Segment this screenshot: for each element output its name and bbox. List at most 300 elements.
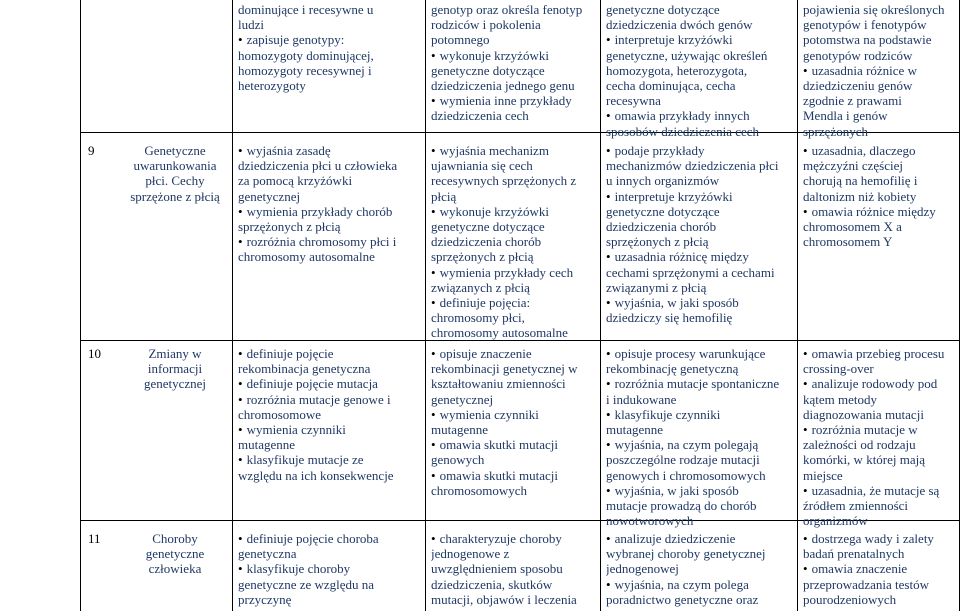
requirement-label: opisuje znaczenie (439, 346, 532, 361)
requirement-label: cecha dominująca, cecha (606, 78, 736, 94)
requirement-text (431, 577, 599, 592)
requirement-text (431, 361, 599, 376)
requirement-label: związanych z płcią (431, 279, 530, 295)
requirement-item (606, 407, 796, 422)
requirement-label: genetyczne dotyczące (606, 203, 720, 219)
requirement-item (238, 422, 423, 437)
requirement-label: genetyczna (238, 546, 297, 562)
requirement-label: rozróżnia mutacje spontaniczne (614, 376, 780, 392)
requirement-text (431, 376, 599, 391)
requirement-label: wyjaśnia zasadę (246, 143, 331, 158)
requirement-text (606, 265, 796, 280)
requirement-item (803, 531, 958, 546)
requirement-label: jednogenowe z (431, 546, 510, 562)
requirement-label: kątem metody (803, 391, 878, 407)
requirement-text (238, 158, 423, 173)
requirement-item (431, 93, 599, 108)
requirement-text (431, 561, 599, 576)
requirement-text (431, 280, 599, 295)
requirement-text (803, 48, 958, 63)
requirement-item (606, 249, 796, 264)
requirement-text (803, 392, 958, 407)
topic-line: Genetyczne (144, 143, 206, 158)
row2-col1 (238, 346, 423, 483)
requirement-label: dziedziczy się hemofilię (606, 310, 733, 326)
requirement-text (238, 17, 423, 32)
requirement-label: diagnozowania mutacji (803, 406, 924, 422)
topic-line: Choroby (152, 531, 198, 546)
requirement-text (803, 17, 958, 32)
requirement-item (803, 376, 958, 391)
requirement-label: definiuje pojęcia: (439, 295, 531, 311)
requirement-text (238, 63, 423, 78)
requirement-text (238, 189, 423, 204)
requirement-label: rozróżnia chromosomy płci i (246, 234, 397, 250)
requirement-label: chromosomem Y (803, 234, 893, 250)
requirement-text (803, 2, 958, 17)
requirement-label: zgodnie z prawami (803, 93, 902, 109)
requirement-text (606, 310, 796, 325)
requirement-label: wymienia inne przykłady (439, 93, 572, 109)
requirement-label: genotypów i fenotypów (803, 17, 927, 33)
requirement-text (431, 173, 599, 188)
topic-cell (120, 143, 230, 204)
requirement-text (238, 546, 423, 561)
requirement-label: związanymi z płcią (606, 279, 707, 295)
requirement-label: homozygoty dominującej, (238, 47, 374, 63)
requirement-label: definiuje pojęcie mutacja (246, 376, 378, 392)
requirement-text (803, 437, 958, 452)
requirement-label: i indukowane (606, 391, 677, 407)
requirement-label: analizuje dziedziczenie (614, 531, 736, 546)
requirement-label: genowych (431, 452, 485, 468)
requirement-label: chromosomowych (431, 482, 528, 498)
requirement-label: wybranej choroby genetycznej (606, 546, 766, 562)
requirement-text (431, 325, 599, 340)
requirement-text (606, 234, 796, 249)
requirement-text (606, 48, 796, 63)
requirement-label: uzasadnia, dlaczego (811, 143, 916, 158)
requirement-label: klasyfikuje mutacje ze (246, 452, 364, 468)
requirement-label: chromosomy autosomalne (238, 249, 375, 265)
requirement-text (431, 310, 599, 325)
requirement-label: mutagenne (431, 422, 489, 438)
requirement-text (803, 592, 958, 607)
requirement-text (606, 498, 796, 513)
requirement-label: jednogenowej (606, 561, 679, 577)
requirement-label: wyjaśnia, na czym polegają (614, 437, 759, 453)
requirement-label: interpretuje krzyżówki (614, 188, 733, 204)
requirement-label: omawia skutki mutacji (439, 437, 558, 453)
requirement-item (238, 392, 423, 407)
row1-col3 (606, 143, 796, 325)
requirement-label: daltonizm niż kobiety (803, 188, 917, 204)
requirement-label: dostrzega wady i zalety (811, 531, 934, 546)
requirement-text (606, 592, 796, 607)
requirement-label: genotyp oraz określa fenotyp (431, 2, 583, 17)
requirement-text (606, 158, 796, 173)
requirement-label: za pomocą krzyżówki (238, 173, 353, 189)
requirement-label: omawia przebieg procesu (811, 346, 945, 361)
row2-col2 (431, 346, 599, 498)
requirement-label: dziedziczeniu genów (803, 78, 913, 94)
requirement-label: sposobów dziedziczenia cech (606, 123, 760, 139)
topic-line: uwarunkowania (133, 158, 217, 174)
row-number: 10 (88, 346, 101, 361)
requirement-label: omawia skutki mutacji (439, 467, 558, 483)
requirement-label: charakteryzuje choroby (439, 531, 562, 546)
requirement-text (431, 158, 599, 173)
requirement-label: u innych organizmów (606, 173, 720, 189)
requirement-item (606, 483, 796, 498)
requirement-label: omawia różnice między (811, 203, 936, 219)
requirement-label: omawia przykłady innych (614, 108, 750, 124)
requirement-label: zapisuje genotypy: (246, 32, 345, 48)
requirement-label: definiuje pojęcie choroba (246, 531, 379, 546)
requirement-text (238, 407, 423, 422)
requirement-text (606, 546, 796, 561)
requirement-item (606, 108, 796, 123)
requirement-text (803, 124, 958, 139)
requirement-label: płcią (431, 188, 457, 204)
requirement-label: dziedziczenia chorób (431, 234, 542, 250)
requirement-text (803, 498, 958, 513)
requirement-label: genetyczne dotyczące (606, 2, 720, 17)
requirement-text (606, 219, 796, 234)
requirement-label: analizuje rodowody pod (811, 376, 938, 392)
row3-col1 (238, 531, 423, 607)
requirement-text (238, 361, 423, 376)
requirement-item (431, 468, 599, 483)
requirement-label: rekombinacja genetyczna (238, 361, 371, 377)
requirement-text (606, 2, 796, 17)
requirement-label: sprzężonych (803, 123, 868, 139)
topic-line: płci. Cechy (145, 173, 205, 189)
requirement-label: recesywna (606, 93, 661, 109)
row0-col4 (803, 2, 958, 139)
requirement-text (606, 204, 796, 219)
requirement-label: mutacje prowadzą do chorób (606, 498, 757, 514)
requirement-label: homozygota, heterozygota, (606, 62, 748, 78)
requirement-label: poszczególne rodzaje mutacji (606, 452, 760, 468)
requirement-label: dziedziczenia płci u człowieka (238, 158, 398, 174)
row0-col3 (606, 2, 796, 139)
requirement-text (238, 2, 423, 17)
requirement-label: genetyczne dotyczące (431, 62, 545, 78)
requirement-text (803, 158, 958, 173)
requirement-label: chromosomowe (238, 406, 322, 422)
requirement-item (431, 531, 599, 546)
requirement-item (606, 437, 796, 452)
requirement-label: badań prenatalnych (803, 546, 905, 562)
requirement-label: mężczyźni częściej (803, 158, 903, 174)
requirement-text (431, 592, 599, 607)
requirement-label: mutagenne (606, 422, 664, 438)
requirement-text (606, 124, 796, 139)
topic-line: Zmiany w (148, 346, 202, 361)
requirement-text (431, 483, 599, 498)
requirement-label: definiuje pojęcie (246, 346, 334, 361)
requirement-item (803, 483, 958, 498)
requirement-text (238, 577, 423, 592)
requirement-item (606, 32, 796, 47)
requirement-item (238, 531, 423, 546)
requirement-label: przeprowadzania testów (803, 576, 929, 592)
requirement-label: względu na ich konsekwencje (238, 467, 394, 483)
requirement-text (238, 78, 423, 93)
requirement-text (606, 93, 796, 108)
requirement-label: potomnego (431, 32, 490, 48)
requirement-text (606, 78, 796, 93)
requirement-text (431, 219, 599, 234)
requirement-item (431, 295, 599, 310)
requirement-text (606, 392, 796, 407)
requirement-label: heterozygoty (238, 78, 306, 94)
topic-cell (120, 346, 230, 392)
requirement-label: rozróżnia mutacje w (811, 422, 918, 438)
requirement-label: miejsce (803, 467, 843, 483)
requirement-label: genetyczne dotyczące (431, 219, 545, 235)
requirement-label: uwzględnieniem sposobu (431, 561, 563, 577)
topic-line: człowieka (148, 561, 202, 577)
requirement-item (431, 48, 599, 63)
topic-line: genetyczne (145, 546, 205, 562)
requirement-text (803, 78, 958, 93)
row0-col1 (238, 2, 423, 93)
requirement-text (606, 422, 796, 437)
requirement-text (803, 468, 958, 483)
requirement-label: rozróżnia mutacje genowe i (246, 391, 391, 407)
requirement-label: genetycznej (431, 391, 494, 407)
row-number: 11 (88, 531, 101, 546)
requirement-label: chromosomem X a (803, 219, 902, 235)
requirement-label: kształtowaniu zmienności (431, 376, 566, 392)
requirement-text (431, 452, 599, 467)
requirement-label: chromosomy płci, (431, 310, 525, 326)
requirement-label: mutagenne (238, 437, 296, 453)
requirement-item (606, 189, 796, 204)
requirement-item (238, 143, 423, 158)
requirement-label: cechami sprzężonymi a cechami (606, 264, 775, 280)
requirement-label: homozygoty recesywnej i (238, 62, 372, 78)
requirement-text (606, 280, 796, 295)
requirement-label: ludzi (238, 17, 264, 33)
requirement-item (238, 452, 423, 467)
requirement-text (431, 17, 599, 32)
requirement-text (803, 219, 958, 234)
requirement-label: ujawniania się cech (431, 158, 533, 174)
requirement-text (606, 468, 796, 483)
requirement-label: sprzężonych z płcią (238, 219, 341, 235)
requirement-label: klasyfikuje choroby (246, 561, 351, 577)
requirement-item (803, 561, 958, 576)
requirement-text (803, 513, 958, 528)
topic-line: informacji (147, 361, 203, 377)
requirement-text (606, 361, 796, 376)
requirement-item (606, 531, 796, 546)
requirement-label: genowych i chromosomowych (606, 467, 766, 483)
requirement-label: genetyczne ze względu na (238, 576, 375, 592)
requirement-label: recesywnych sprzężonych z (431, 173, 577, 189)
requirement-item (803, 346, 958, 361)
requirement-text (431, 234, 599, 249)
requirement-text (431, 546, 599, 561)
requirement-item (238, 32, 423, 47)
requirement-item (238, 346, 423, 361)
requirement-label: organizmów (803, 513, 868, 529)
requirement-text (803, 546, 958, 561)
requirement-label: nowotworowych (606, 513, 694, 529)
requirement-text (238, 249, 423, 264)
row1-col1 (238, 143, 423, 265)
requirement-item (606, 143, 796, 158)
row-number: 9 (88, 143, 95, 158)
row2-col3 (606, 346, 796, 528)
requirement-text (803, 189, 958, 204)
requirement-text (803, 361, 958, 376)
requirement-text (238, 219, 423, 234)
requirement-text (431, 63, 599, 78)
requirement-label: wyjaśnia, na czym polega (614, 576, 749, 592)
requirement-label: omawia znaczenie (811, 561, 908, 577)
requirement-label: uzasadnia różnice w (811, 62, 917, 78)
requirement-text (431, 78, 599, 93)
requirement-item (606, 346, 796, 361)
row2-col4 (803, 346, 958, 528)
requirement-text (431, 2, 599, 17)
requirement-label: dziedziczenia cech (431, 108, 529, 124)
requirement-label: rekombinację genetyczną (606, 361, 739, 377)
requirement-text (431, 249, 599, 264)
requirement-label: uzasadnia, że mutacje są (811, 482, 940, 498)
requirement-text (431, 189, 599, 204)
requirement-label: sprzężonych z płcią (606, 234, 709, 250)
requirement-label: wymienia czynniki (439, 406, 539, 422)
requirement-label: chorują na hemofilię i (803, 173, 918, 189)
row3-col4 (803, 531, 958, 607)
topic-cell (120, 531, 230, 577)
requirement-item (238, 234, 423, 249)
row3-col2 (431, 531, 599, 607)
requirement-item (803, 63, 958, 78)
requirement-label: chromosomy autosomalne (431, 325, 568, 341)
requirement-label: mechanizmów dziedziczenia płci (606, 158, 779, 174)
requirement-label: wyjaśnia, w jaki sposób (614, 482, 739, 498)
row1-col4 (803, 143, 958, 249)
requirement-label: dominujące i recesywne u (238, 2, 374, 17)
topic-line: genetycznej (143, 376, 207, 392)
requirement-item (238, 561, 423, 576)
requirement-label: genotypów rodziców (803, 47, 913, 63)
requirement-label: potomstwa na podstawie (803, 32, 932, 48)
requirement-label: dziedziczenia chorób (606, 219, 717, 235)
requirement-item (606, 295, 796, 310)
requirement-label: wymienia czynniki (246, 422, 346, 438)
requirement-text (803, 407, 958, 422)
requirement-label: pojawienia się określonych (803, 2, 945, 17)
requirement-label: rodziców i pokolenia (431, 17, 541, 33)
requirement-text (606, 173, 796, 188)
requirement-label: wyjaśnia mechanizm (439, 143, 549, 158)
requirement-label: komórki, w której mają (803, 452, 926, 468)
requirement-label: zależności od rodzaju (803, 437, 916, 453)
requirement-text (606, 452, 796, 467)
row3-col3 (606, 531, 796, 607)
requirement-item (431, 346, 599, 361)
requirement-text (238, 592, 423, 607)
requirement-text (238, 173, 423, 188)
requirement-text (803, 577, 958, 592)
requirement-text (606, 63, 796, 78)
requirement-item (431, 437, 599, 452)
row0-col2 (431, 2, 599, 124)
requirement-text (803, 173, 958, 188)
requirement-item (606, 577, 796, 592)
requirement-label: opisuje procesy warunkujące (614, 346, 766, 361)
requirement-text (606, 513, 796, 528)
requirement-item (238, 204, 423, 219)
requirement-label: sprzężonych z płcią (431, 249, 534, 265)
requirement-label: genetycznej (238, 188, 301, 204)
requirement-item (431, 407, 599, 422)
requirement-label: crossing-over (803, 361, 874, 377)
requirement-label: wykonuje krzyżówki (439, 47, 549, 63)
requirement-label: Mendla i genów (803, 108, 888, 124)
requirement-label: podaje przykłady (614, 143, 705, 158)
requirement-item (803, 204, 958, 219)
requirement-text (803, 32, 958, 47)
requirement-text (431, 108, 599, 123)
requirement-text (238, 48, 423, 63)
requirement-label: dziedziczenia dwóch genów (606, 17, 753, 33)
requirement-text (803, 452, 958, 467)
requirement-item (431, 143, 599, 158)
requirement-label: uzasadnia różnicę między (614, 249, 749, 265)
requirement-label: dziedziczenia jednego genu (431, 78, 575, 94)
requirement-text (803, 234, 958, 249)
requirement-item (606, 376, 796, 391)
row1-col2 (431, 143, 599, 341)
topic-line: sprzężone z płcią (130, 188, 220, 204)
requirement-label: genetyczne, używając określeń (606, 47, 768, 63)
requirement-item (803, 422, 958, 437)
requirement-label: wyjaśnia, w jaki sposób (614, 295, 739, 311)
requirement-text (803, 93, 958, 108)
requirement-label: źródłem zmienności (803, 498, 909, 514)
requirement-text (606, 561, 796, 576)
requirement-label: poradnictwo genetyczne oraz (606, 591, 759, 607)
requirement-text (431, 392, 599, 407)
requirement-item (431, 204, 599, 219)
requirement-text (431, 422, 599, 437)
requirement-label: wymienia przykłady chorób (246, 203, 393, 219)
requirement-label: wykonuje krzyżówki (439, 203, 549, 219)
requirement-label: przyczynę (238, 591, 292, 607)
requirement-item (803, 143, 958, 158)
requirement-label: klasyfikuje czynniki (614, 406, 721, 422)
requirement-text (431, 32, 599, 47)
requirement-label: dziedziczenia, skutków (431, 576, 553, 592)
requirement-label: rekombinacji genetycznej w (431, 361, 578, 377)
requirement-label: wymienia przykłady cech (439, 264, 574, 280)
requirement-label: pourodzeniowych (803, 591, 897, 607)
requirement-label: interpretuje krzyżówki (614, 32, 733, 48)
requirement-text (803, 108, 958, 123)
requirement-text (606, 17, 796, 32)
requirement-text (238, 468, 423, 483)
requirement-item (238, 376, 423, 391)
requirement-text (238, 437, 423, 452)
